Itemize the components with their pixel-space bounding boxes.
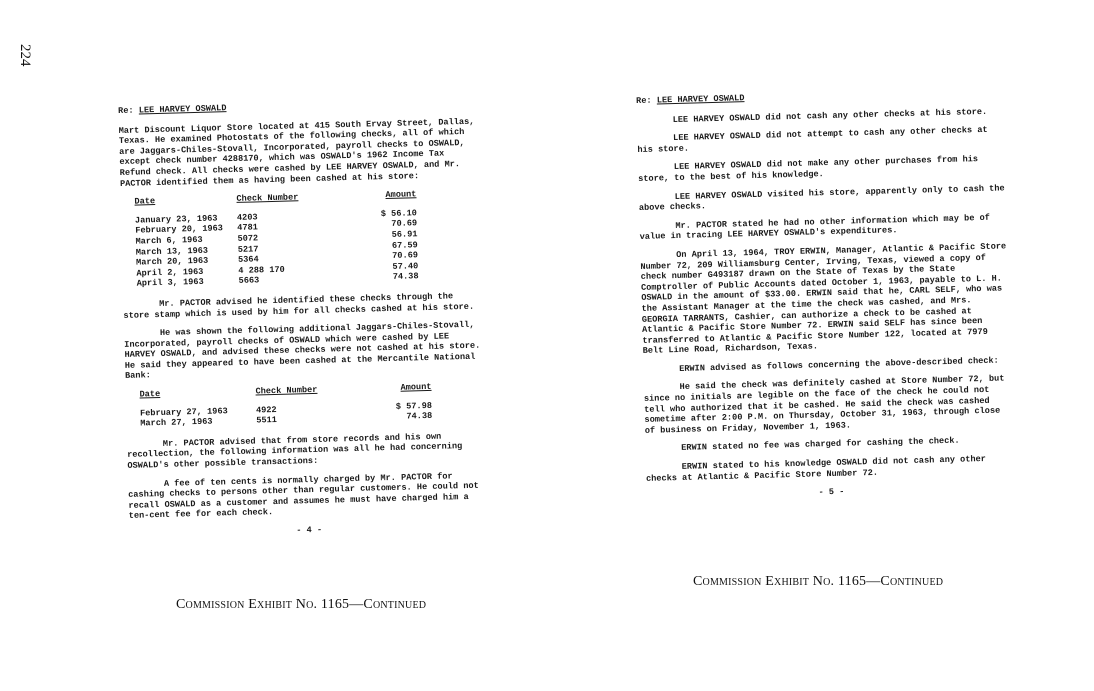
cell-date: February 27, 1963: [139, 405, 228, 419]
cell-check-number: 5511: [256, 415, 278, 426]
cell-date: February 20, 1963: [135, 223, 224, 236]
paragraph: Mr. PACTOR stated he had no other information which may be of value in tracing LEE HARVEY OSWALD's expenditures.: [639, 212, 991, 243]
cell-date: March 20, 1963: [135, 255, 209, 268]
cell-amount: 74.38: [392, 271, 419, 283]
paragraph: On April 13, 1964, TROY ERWIN, Manager, Atlantic & Pacific Store Number 72, 209 Williamsburg Center, Irving, Texas, viewed a copy of check number G493187 drawn on the State of Texas by the State Comptroller of Public Accounts dated October 1, 1963, payable to L. H. OSWALD in the amount of $33.00. ERWIN said that he, CARL SELF, who was the Assistant Manager at the time the check was cashed, and Mrs. GEORGIA TARRANTS, Cashier, can authorize a check to be cashed at Atlantic & Pacific Store Number 72. ERWIN said SELF has since been transferred to Atlantic & Pacific Store Number 122, located at 7979 Belt Line Road, Richardson, Texas.: [640, 241, 1007, 357]
re-subject-name: LEE HARVEY OSWALD: [656, 93, 745, 106]
paragraph: LEE HARVEY OSWALD did not cash any other checks at his store.: [672, 106, 988, 125]
paragraph: ERWIN advised as follows concerning the above-described check:: [679, 355, 999, 374]
exhibit-caption-left: Commission Exhibit No. 1165—Continued: [176, 597, 427, 612]
cell-check-number: 4922: [255, 404, 277, 416]
paragraph: LEE HARVEY OSWALD visited his store, apparently only to cash the above checks.: [638, 182, 1005, 214]
cell-amount: $ 56.10: [380, 207, 418, 219]
column-header-date: Date: [134, 196, 156, 207]
checks-table: [134, 189, 418, 289]
re-line: [636, 86, 1006, 106]
paragraph: A fee of ten cents is normally charged by Mr. PACTOR for cashing checks to persons other than regular customers. He could not recall OSWALD as a customer and assumes he must have charged him a ten-cent fee for each check.: [128, 470, 479, 522]
paragraph: Mr. PACTOR advised he identified these checks through the store stamp which is used by him for all checks cashed at his store.: [123, 291, 475, 321]
cell-check-number: 5072: [237, 233, 259, 244]
cell-check-number: 5663: [238, 275, 260, 287]
page-number: 224: [17, 44, 33, 67]
cell-amount: 70.69: [392, 250, 419, 261]
cell-amount: 67.59: [391, 239, 418, 251]
cell-date: March 13, 1963: [135, 245, 209, 258]
re-subject-name: LEE HARVEY OSWALD: [138, 103, 227, 116]
cell-check-number: 4 288 170: [238, 264, 285, 276]
column-header-date: Date: [139, 389, 161, 400]
re-label: Re:: [118, 105, 134, 116]
column-header-amount: Amount: [385, 189, 417, 201]
paragraph: He said the check was definitely cashed at Store Number 72, but since no initials are legible on the face of the check he could not tell who authorized that it be cashed. He said the check was cashed sometime after 2:00 P.M. on Thursday, October 31, 1963, through close of business on Friday, November 1, 1963.: [643, 373, 1005, 436]
cell-date: March 6, 1963: [135, 234, 203, 247]
column-header-check-number: Check Number: [236, 192, 299, 205]
paragraph: He was shown the following additional Jaggars-Chiles-Stovall, Incorporated, payroll checks of OSWALD which were cashed by LEE HARVEY OSWALD, and advised these checks were not cashed at his store. He said they appeared to have been cashed at the Mercantile National Bank:: [124, 319, 481, 382]
paragraph: Mart Discount Liquor Store located at 415 South Ervay Street, Dallas, Texas. He examined Photostats of the following checks, all of which are Jaggars-Chiles-Stovall, Incorporated, payroll checks to OSWALD, except check number 4288170, which was OSWALD's 1962 Income Tax Refund check. All checks were cashed by LEE HARVEY OSWALD, and Mr. PACTOR identified them as having been cashed at his store:: [118, 116, 475, 189]
page-footer-number: - 5 -: [818, 486, 845, 498]
right-document-page: [636, 86, 1017, 502]
cell-amount: 57.40: [392, 260, 419, 272]
cell-date: April 2, 1963: [136, 266, 204, 279]
cell-check-number: 5217: [237, 243, 259, 255]
paragraph: Mr. PACTOR advised that from store records and his own recollection, the following information was all he had concerning OSWALD's other possible transactions:: [127, 431, 463, 471]
cell-check-number: 5364: [237, 254, 259, 266]
cell-date: April 3, 1963: [136, 277, 204, 289]
paragraph: LEE HARVEY OSWALD did not make any other purchases from his store, to the best of his knowledge.: [638, 154, 979, 184]
cell-amount: 56.91: [391, 229, 418, 240]
paragraph: LEE HARVEY OSWALD did not attempt to cash any other checks at his store.: [637, 124, 988, 155]
re-label: Re:: [636, 95, 652, 106]
paragraph: ERWIN stated no fee was charged for cashing the check.: [681, 436, 960, 454]
cell-amount: 70.69: [391, 218, 418, 230]
cell-check-number: 4781: [237, 222, 259, 234]
column-header-amount: Amount: [400, 381, 432, 393]
cell-amount: $ 57.98: [395, 400, 433, 412]
page-footer-number: - 4 -: [296, 524, 323, 536]
cell-amount: 74.38: [406, 411, 433, 422]
exhibit-caption-right: Commission Exhibit No. 1165—Continued: [693, 574, 944, 589]
additional-checks-table: [139, 382, 432, 429]
column-header-check-number: Check Number: [255, 384, 318, 397]
re-line: [118, 97, 478, 117]
cell-check-number: 4203: [236, 212, 258, 223]
cell-date: March 27, 1963: [140, 416, 213, 429]
left-document-page: [118, 97, 489, 541]
cell-date: January 23, 1963: [134, 213, 218, 226]
paragraph: ERWIN stated to his knowledge OSWALD did not cash any other checks at Atlantic & Pacific Store Number 72.: [645, 453, 987, 484]
